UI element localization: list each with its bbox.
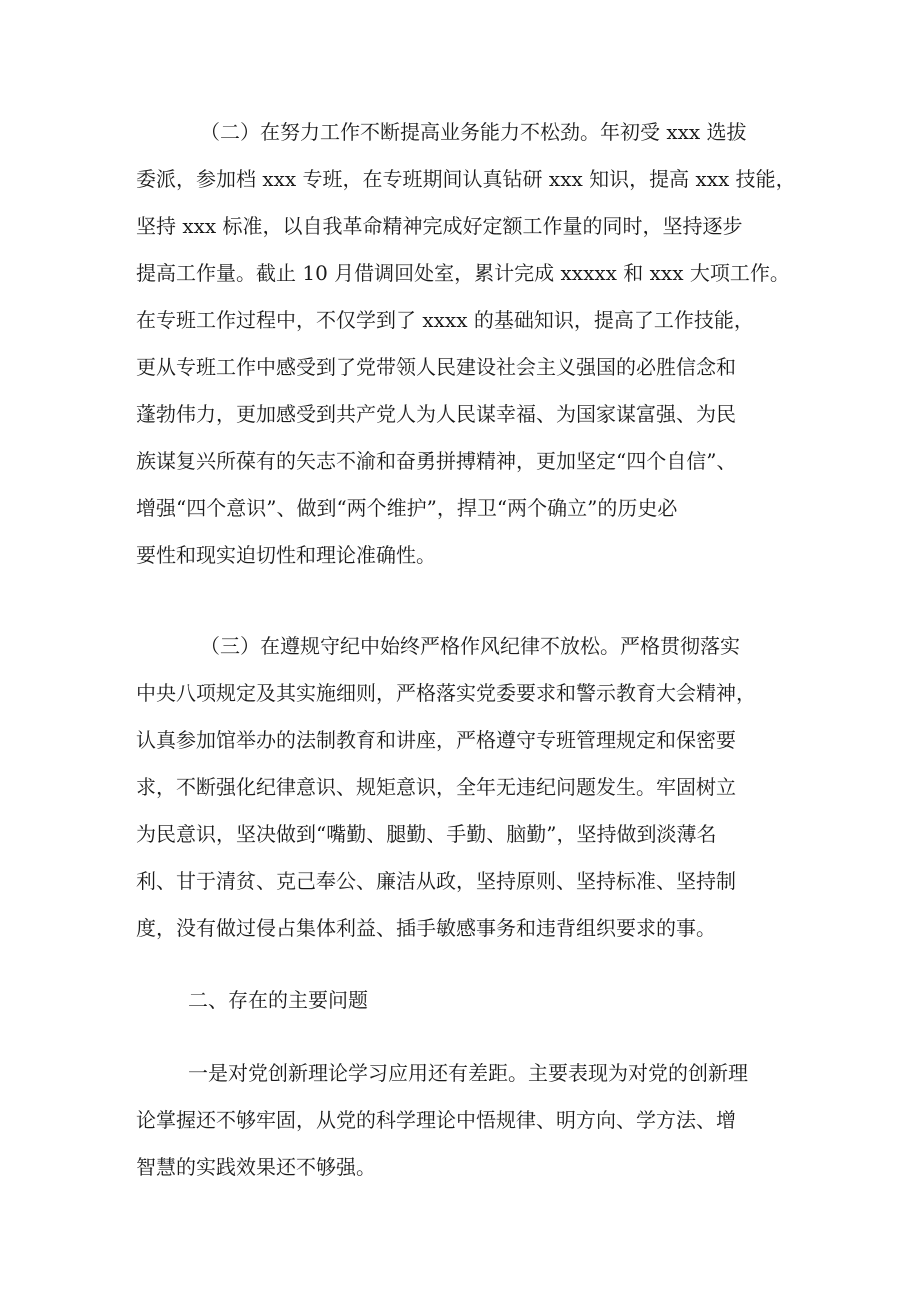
para-2-line-10: 要性和现实迫切性和理论准确性。	[136, 543, 436, 567]
para-2-line-3: 坚持 xxx 标准，以自我革命精神完成好定额工作量的同时，坚持逐步	[136, 214, 743, 238]
para-2-line-7: 蓬勃伟力，更加感受到共产党人为人民谋幸福、为国家谋富强、为民	[136, 402, 736, 426]
para-3-line-7: 度，没有做过侵占集体利益、插手敏感事务和违背组织要求的事。	[136, 916, 716, 940]
para-3-line-2: 中央八项规定及其实施细则，严格落实党委要求和警示教育大会精神，	[136, 681, 756, 705]
problem-1-line-2: 论掌握还不够牢固，从党的科学理论中悟规律、明方向、学方法、增	[136, 1108, 736, 1132]
para-2-line-9: 增强“四个意识”、做到“两个维护”，捍卫“两个确立”的历史必	[136, 496, 678, 520]
para-3-line-3: 认真参加馆举办的法制教育和讲座，严格遵守专班管理规定和保密要	[136, 728, 736, 752]
para-2-line-2: 委派，参加档 xxx 专班，在专班期间认真钻研 xxx 知识，提高 xxx 技能，	[136, 167, 796, 191]
para-3-line-4: 求，不断强化纪律意识、规矩意识，全年无违纪问题发生。牢固树立	[136, 775, 736, 799]
para-3-line-5: 为民意识，坚决做到“嘴勤、腿勤、手勤、脑勤”，坚持做到淡薄名	[136, 822, 717, 846]
para-2-line-4: 提高工作量。截止 10 月借调回处室，累计完成 xxxxx 和 xxx 大项工作。	[136, 261, 790, 285]
problem-1-line-1: 一是对党创新理论学习应用还有差距。主要表现为对党的创新理	[188, 1061, 748, 1085]
para-3-line-6: 利、甘于清贫、克己奉公、廉洁从政，坚持原则、坚持标准、坚持制	[136, 869, 736, 893]
para-2-line-8: 族谋复兴所葆有的矢志不渝和奋勇拼搏精神，更加坚定“四个自信”、	[136, 449, 737, 473]
para-3-line-1: （三）在遵规守纪中始终严格作风纪律不放松。严格贯彻落实	[200, 634, 740, 658]
section-heading-problems: 二、存在的主要问题	[188, 988, 368, 1012]
problem-1-line-3: 智慧的实践效果还不够强。	[136, 1155, 376, 1179]
para-2-line-6: 更从专班工作中感受到了党带领人民建设社会主义强国的必胜信念和	[136, 355, 736, 379]
para-2-line-1: （二）在努力工作不断提高业务能力不松劲。年初受 xxx 选拔	[200, 120, 747, 144]
para-2-line-5: 在专班工作过程中，不仅学到了 xxxx 的基础知识，提高了工作技能，	[136, 308, 754, 332]
